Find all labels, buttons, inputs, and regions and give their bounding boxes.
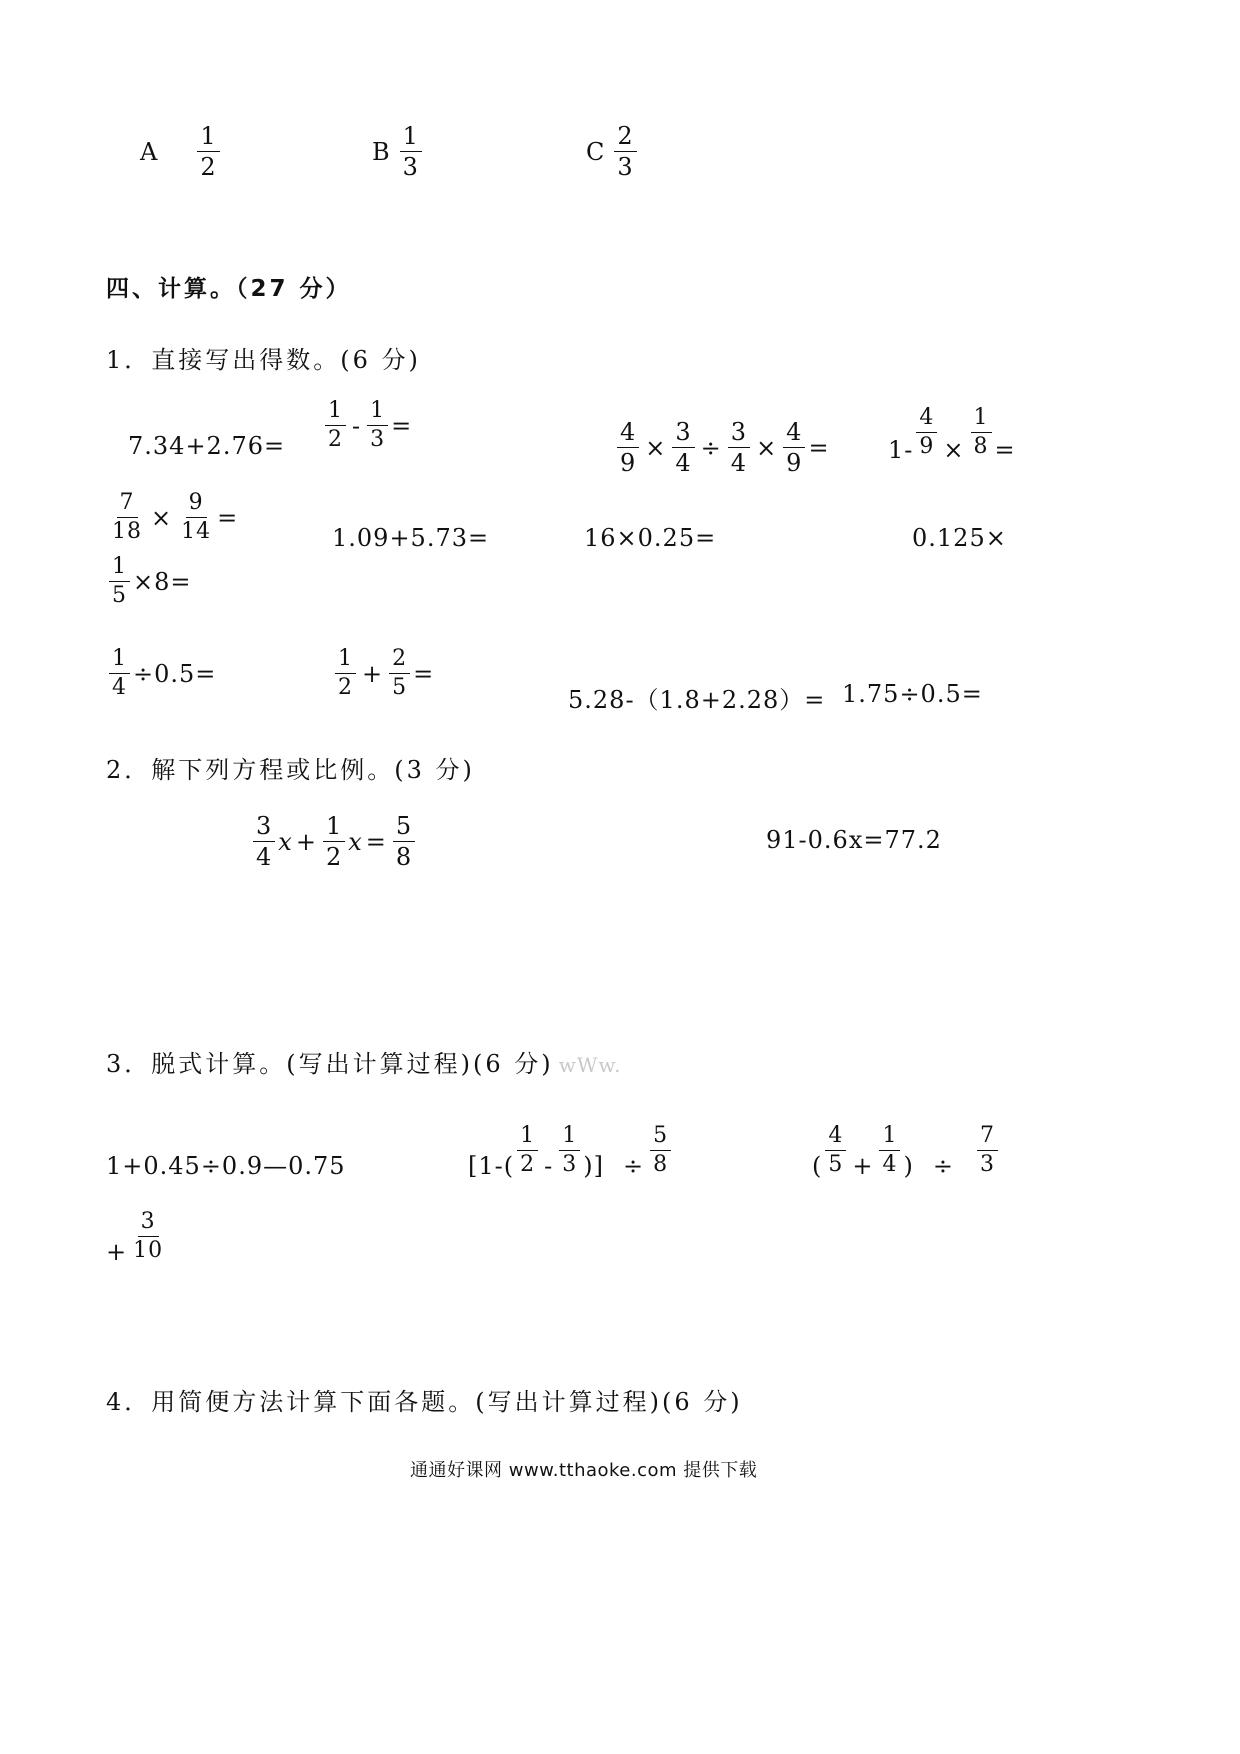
expr-1-8-cont: $\frac{1}{5}$ ×8= xyxy=(106,556,192,607)
watermark: wWw. xyxy=(558,1053,622,1077)
fraction: $\frac{3}{4}$ xyxy=(253,814,275,869)
fraction: $\frac{2}{5}$ xyxy=(389,648,410,699)
question-3-title: 3．脱式计算。(写出计算过程)(6 分) xyxy=(106,1050,554,1078)
fraction: $\frac{4}{9}$ xyxy=(617,420,639,475)
expr-1-7: 16×0.25= xyxy=(584,524,717,552)
fraction: $\frac{2}{3}$ xyxy=(614,124,636,179)
fraction: $\frac{1}{8}$ xyxy=(971,407,992,458)
fraction: $\frac{5}{8}$ xyxy=(393,814,415,869)
choice-a xyxy=(140,124,223,179)
fraction: $\frac{1}{2}$ xyxy=(197,124,219,179)
fraction: $\frac{1}{3}$ xyxy=(559,1125,580,1176)
expr-1-6: 1.09+5.73= xyxy=(332,524,490,552)
question-4-title: 4．用简便方法计算下面各题。(写出计算过程)(6 分) xyxy=(106,1388,743,1416)
fraction: $\frac{9}{14}$ xyxy=(181,490,212,544)
fraction: $\frac{1}{3}$ xyxy=(367,400,388,451)
fraction: $\frac{1}{3}$ xyxy=(400,124,422,179)
choice-b xyxy=(372,124,425,179)
equation-2-1: $\frac{3}{4}$ x + $\frac{1}{2}$ x = $\frac{5}{8}$ xyxy=(250,814,418,869)
fraction: $\frac{5}{8}$ xyxy=(650,1125,671,1176)
expr-1-9: $\frac{1}{4}$ ÷0.5= xyxy=(106,648,216,699)
fraction: $\frac{1}{2}$ xyxy=(323,814,345,869)
question-3-title-row xyxy=(106,1044,622,1079)
page-footer: 通通好课网 www.tthaoke.com 提供下载 xyxy=(410,1460,758,1481)
expr-1-1: 7.34+2.76= xyxy=(128,432,286,460)
fraction: $\frac{1}{4}$ xyxy=(879,1125,900,1176)
choice-letter: A xyxy=(140,137,159,166)
expr-1-3: $\frac{4}{9}$ × $\frac{3}{4}$ ÷ $\frac{3}{4}$ × $\frac{4}{9}$ = xyxy=(614,420,830,475)
expr-1-8: 0.125× xyxy=(912,524,1007,552)
expr-1-11: 5.28-（1.8+2.28）= xyxy=(568,686,826,714)
expr-1-12: 1.75÷0.5= xyxy=(842,680,983,708)
expr-3-2: [1-( $\frac{1}{2}$ - $\frac{1}{3}$ )] ÷ $\frac{5}{8}$ xyxy=(468,1120,674,1180)
expr-1-4: 1- $\frac{4}{9}$ × $\frac{1}{8}$ = xyxy=(888,404,1016,464)
fraction: $\frac{1}{2}$ xyxy=(335,648,356,699)
section-title: 四、计算。（27 分） xyxy=(106,276,352,302)
equation-2-2: 91-0.6x=77.2 xyxy=(766,826,942,854)
choice-c xyxy=(586,124,640,179)
expr-1-2: $\frac{1}{2}$ - $\frac{1}{3}$ = xyxy=(322,400,412,451)
fraction: $\frac{1}{2}$ xyxy=(325,400,346,451)
expr-3-1: 1+0.45÷0.9—0.75 xyxy=(106,1152,346,1180)
expr-3-1-cont: + $\frac{3}{10}$ xyxy=(106,1206,169,1266)
choice-letter: B xyxy=(372,137,391,166)
fraction: $\frac{3}{4}$ xyxy=(672,420,694,475)
question-2-title: 2．解下列方程或比例。(3 分) xyxy=(106,756,475,784)
fraction: $\frac{4}{9}$ xyxy=(783,420,805,475)
fraction: $\frac{3}{4}$ xyxy=(728,420,750,475)
expr-3-3: ( $\frac{4}{5}$ + $\frac{1}{4}$ ) ÷ $\frac{7}{3}$ xyxy=(812,1120,1001,1180)
fraction: $\frac{1}{5}$ xyxy=(109,556,130,607)
fraction: $\frac{7}{3}$ xyxy=(977,1125,998,1176)
choice-letter: C xyxy=(586,137,606,166)
fraction: $\frac{3}{10}$ xyxy=(133,1208,164,1263)
expr-1-10: $\frac{1}{2}$ + $\frac{2}{5}$ = xyxy=(332,648,434,699)
fraction: $\frac{1}{2}$ xyxy=(517,1125,538,1176)
expr-1-5: $\frac{7}{18}$ × $\frac{9}{14}$ = xyxy=(106,492,238,543)
fraction: $\frac{4}{5}$ xyxy=(825,1125,846,1176)
fraction: $\frac{7}{18}$ xyxy=(112,490,142,544)
fraction: $\frac{1}{4}$ xyxy=(109,648,130,699)
fraction: $\frac{4}{9}$ xyxy=(916,407,937,458)
question-1-title: 1．直接写出得数。(6 分) xyxy=(106,346,421,374)
